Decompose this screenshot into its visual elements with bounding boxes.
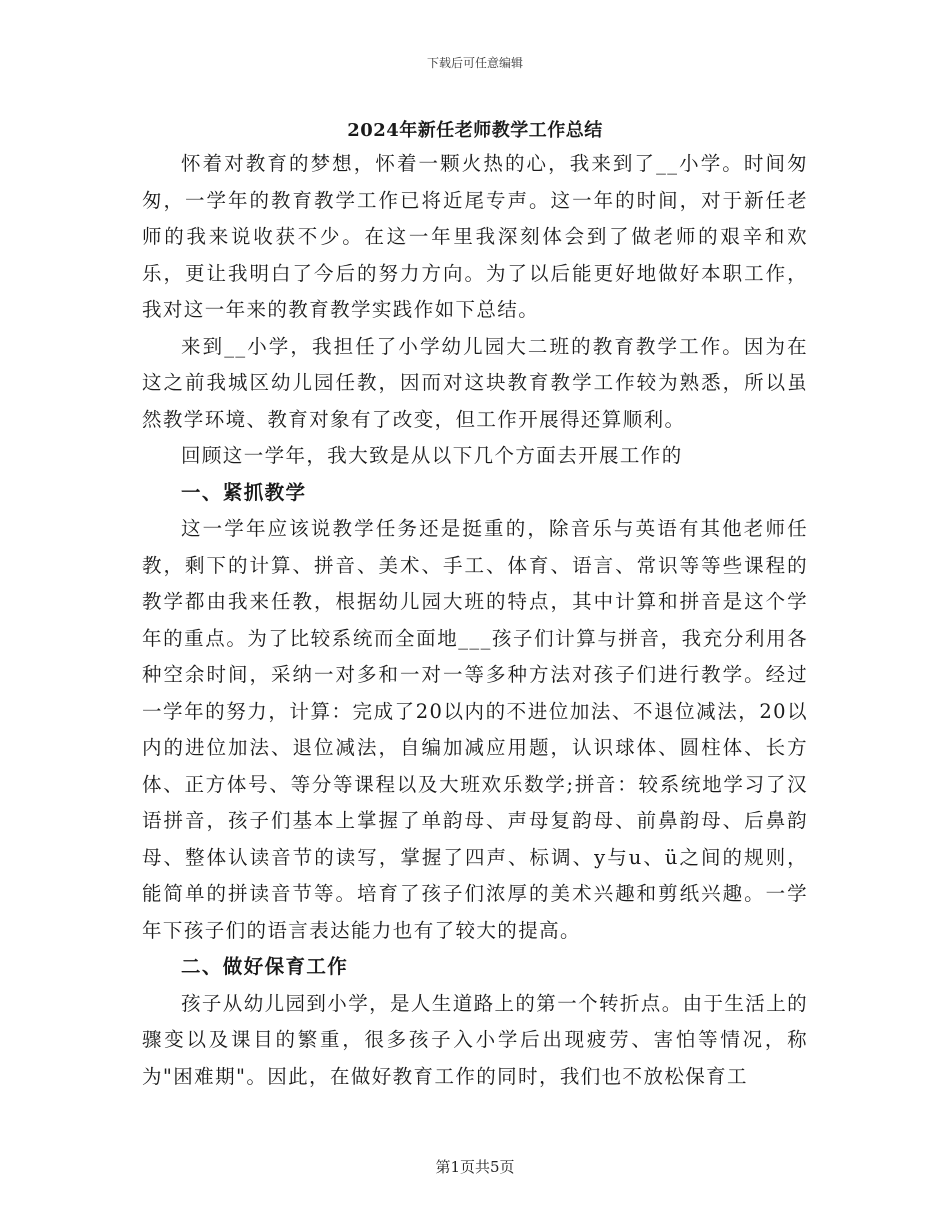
section-heading-teaching: 一、紧抓教学 — [181, 480, 307, 504]
document-title: 2024年新任老师教学工作总结 — [347, 120, 603, 141]
paragraph-background: 来到__小学，我担任了小学幼儿园大二班的教育教学工作。因为在这之前我城区幼儿园任教，因而对这块教育教学工作较为熟悉，所以虽然教学环境、教育对象有了改变，但工作开展得还算顺利。 — [142, 334, 808, 431]
document-body — [142, 146, 808, 1095]
paragraph-intro: 怀着对教育的梦想，怀着一颗火热的心，我来到了__小学。时间匆匆，一学年的教育教学工作已将近尾专声。这一年的时间，对于新任老师的我来说收获不少。在这一年里我深刻体会到了做老师的艰辛和欢乐，更让我明白了今后的努力方向。为了以后能更好地做好本职工作，我对这一年来的教育教学实践作如下总结。 — [142, 152, 808, 321]
section-heading-care: 二、做好保育工作 — [181, 955, 349, 978]
paragraph-care: 孩子从幼儿园到小学，是人生道路上的第一个转折点。由于生活上的骤变以及课目的繁重，很多孩子入小学后出现疲劳、害怕等情况，称为"困难期"。因此，在做好教育工作的同时，我们也不放松保育工 — [142, 991, 809, 1088]
paragraph-teaching: 这一学年应该说教学任务还是挺重的，除音乐与英语有其他老师任教，剩下的计算、拼音、美术、手工、体育、语言、常识等等些课程的教学都由我来任教，根据幼儿园大班的特点，其中计算和拼音是这个学年的重点。为了比较系统而全面地___孩子们计算与拼音，我充分利用各种空余时间，采纳一对多和一对一等多种方法对孩子们进行教学。经过一学年的努力，计算：完成了20以内的不进位加法、不退位减法，20以内的进位加法、退位减法，自编加减应用题，认识球体、圆柱体、长方体、正方体号、等分等课程以及大班欢乐数学;拼音：较系统地学习了汉语拼音，孩子们基本上掌握了单韵母、声母复韵母、前鼻韵母、后鼻韵母、整体认读音节的读写，掌握了四声、标调、y与u、ü之间的规则，能简单的拼读音节等。培育了孩子们浓厚的美术兴趣和剪纸兴趣。一学年下孩子们的语言表达能力也有了较大的提高。 — [142, 517, 808, 942]
page-footer: 第1页共5页 — [435, 1158, 515, 1176]
header-note: 下载后可任意编辑 — [426, 56, 523, 70]
paragraph-review: 回顾这一学年，我大致是从以下几个方面去开展工作的 — [181, 444, 683, 467]
